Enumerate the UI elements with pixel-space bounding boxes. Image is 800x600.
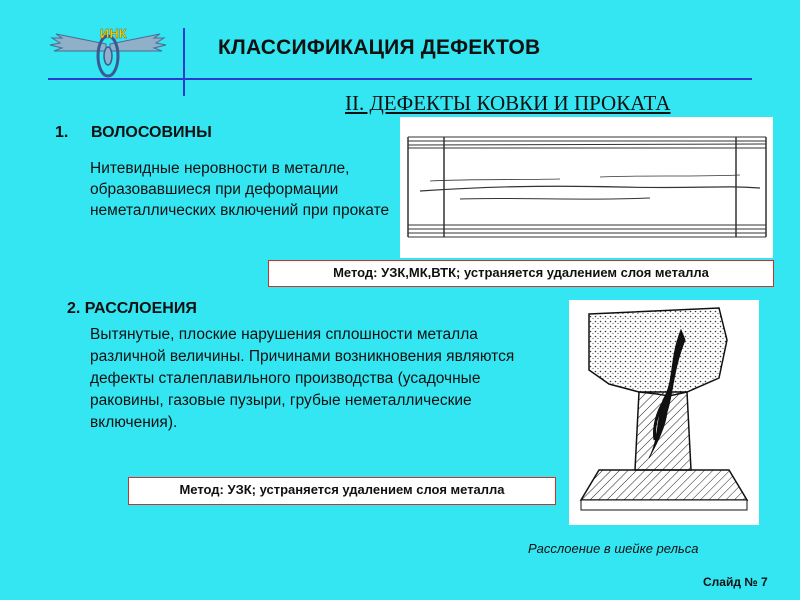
winged-wheel-logo-icon (48, 18, 168, 80)
header-horizontal-rule (48, 78, 752, 80)
section1-heading-text: ВОЛОСОВИНЫ (91, 124, 212, 141)
rail-lamination-illustration (569, 300, 759, 525)
logo-text: ИНК (100, 26, 127, 41)
section2-heading: 2. РАССЛОЕНИЯ (67, 300, 197, 317)
section2-method-box: Метод: УЗК; устраняется удалением слоя металла (128, 477, 556, 505)
section1-heading (55, 124, 212, 142)
hairline-defect-illustration (400, 117, 773, 258)
section2-description: Вытянутые, плоские нарушения сплошности металла различной величины. Причинами возникновения являются дефекты сталеплавильного производства (усадочные раковины, газовые пузыри, грубые неметаллические включения). (90, 326, 515, 431)
header-vertical-rule (183, 28, 185, 96)
section1-method-box: Метод: УЗК,МК,ВТК; устраняется удалением слоя металла (268, 260, 774, 287)
section1-description: Нитевидные неровности в металле, образовавшиеся при деформации неметаллических включений при прокате (90, 160, 390, 219)
slide-subtitle: II. ДЕФЕКТЫ КОВКИ И ПРОКАТА (345, 91, 671, 115)
illustration-caption: Расслоение в шейке рельса (528, 541, 699, 556)
section1-number: 1. (55, 124, 69, 141)
slide-title: КЛАССИФИКАЦИЯ ДЕФЕКТОВ (218, 36, 541, 59)
slide-number: Слайд № 7 (703, 575, 768, 589)
